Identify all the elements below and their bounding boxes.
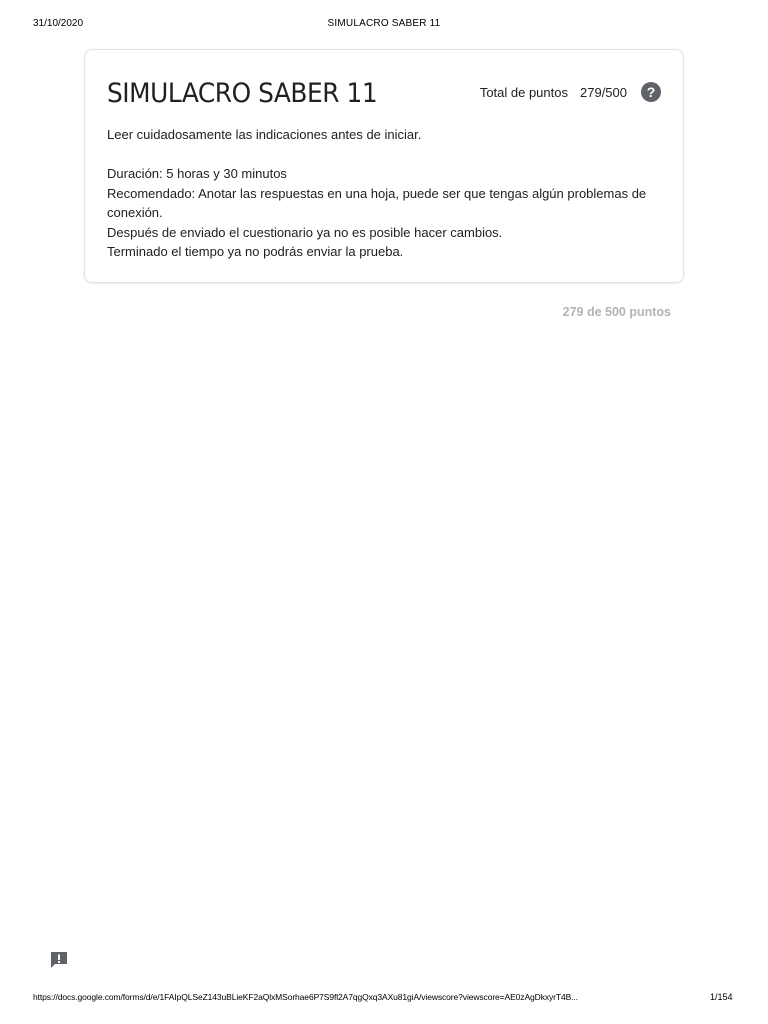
form-description (107, 125, 663, 262)
points-summary: 279 de 500 puntos (562, 305, 671, 319)
score-value: 279/500 (580, 84, 627, 100)
form-header-card (84, 49, 684, 283)
print-url: https://docs.google.com/forms/d/e/1FAIpQLSeZ143uBLieKF2aQlxMSorhae6P7S9fl2A7qgQxq3AXu81giA/viewscore?viewscore=AE0zAgDkxyrT4B... (33, 992, 578, 1002)
page-number: 1/154 (710, 992, 733, 1002)
description-line: Recomendado: Anotar las respuestas en una hoja, puede ser que tengas algún problemas de conexión. (107, 185, 647, 220)
description-line: Leer cuidadosamente las indicaciones antes de iniciar. (107, 127, 422, 142)
question-mark-circle-icon[interactable]: ? (641, 82, 661, 102)
print-header (0, 18, 768, 32)
description-line: Duración: 5 horas y 30 minutos (107, 166, 287, 181)
total-score (480, 82, 661, 102)
print-date: 31/10/2020 (33, 18, 84, 29)
print-title: SIMULACRO SABER 11 (327, 18, 441, 29)
score-label: Total de puntos (479, 84, 568, 100)
description-line: Terminado el tiempo ya no podrás enviar la prueba. (107, 244, 404, 259)
feedback-exclamation-icon[interactable] (49, 950, 69, 970)
form-title: SIMULACRO SABER 11 (107, 78, 378, 109)
description-line: Después de enviado el cuestionario ya no es posible hacer cambios. (107, 224, 503, 240)
description-spacer (107, 145, 663, 165)
